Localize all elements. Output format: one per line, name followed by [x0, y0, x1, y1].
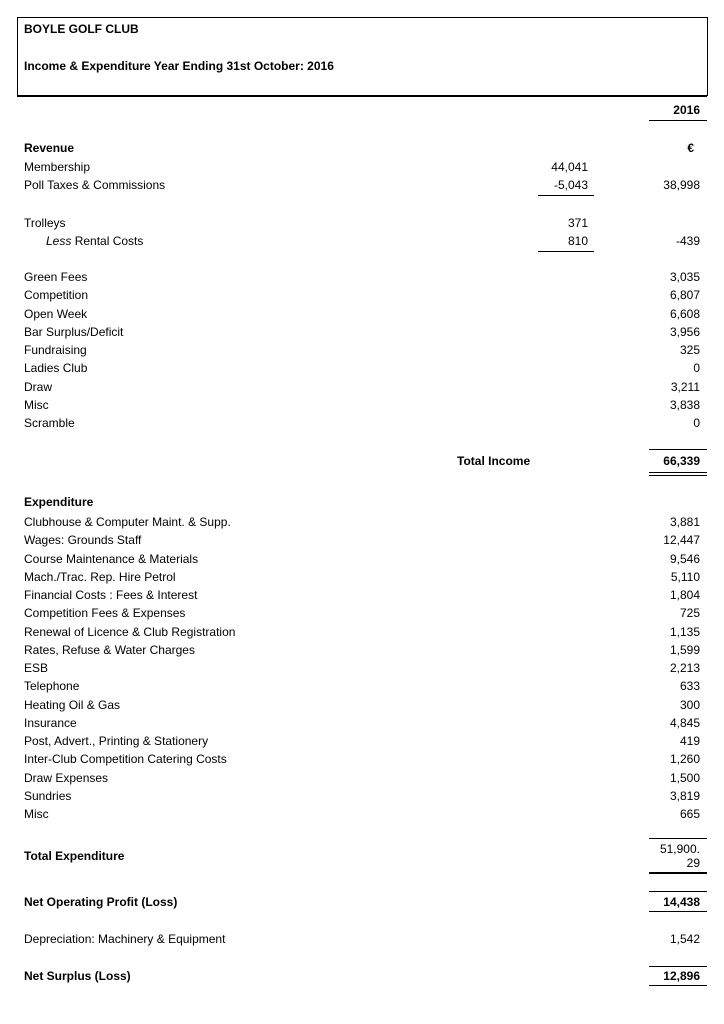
expenditure-item-value: 419 — [679, 734, 700, 748]
revenue-item-value: 3,956 — [669, 324, 700, 339]
expenditure-item-label: Misc — [24, 807, 49, 821]
poll-taxes-value: -5,043 — [553, 178, 588, 192]
title-box-right — [707, 17, 708, 96]
net-surplus-topline — [649, 966, 707, 967]
total-income-value: 66,339 — [663, 454, 700, 468]
expenditure-item-label: Mach./Trac. Rep. Hire Petrol — [24, 569, 176, 584]
expenditure-item-value: 1,804 — [669, 588, 700, 602]
total-expenditure-topline — [649, 838, 707, 839]
total-expenditure-label: Total Expenditure — [24, 849, 125, 863]
expenditure-item-label: Rates, Refuse & Water Charges — [24, 642, 195, 657]
expenditure-item-value: 665 — [679, 807, 700, 821]
total-expenditure-value-line1: 51,900. — [659, 842, 700, 856]
year-column-header: 2016 — [673, 103, 700, 117]
revenue-item-label: Misc — [24, 397, 49, 412]
revenue-item-value: 6,807 — [669, 288, 700, 303]
trolleys-value: 371 — [567, 216, 588, 230]
expenditure-item-value: 1,599 — [669, 642, 700, 657]
expenditure-item-label: Draw Expenses — [24, 770, 109, 785]
total-income-topline — [649, 449, 707, 450]
expenditure-item-value: 1,135 — [669, 624, 700, 639]
expenditure-item-label: Post, Advert., Printing & Stationery — [24, 734, 209, 748]
revenue-item-value: 3,838 — [669, 397, 700, 412]
revenue-heading: Revenue — [24, 141, 75, 155]
club-name: BOYLE GOLF CLUB — [24, 22, 139, 36]
expenditure-item-value: 12,447 — [663, 533, 700, 548]
title-box-bottom — [17, 95, 707, 97]
revenue-item-value: 6,608 — [669, 306, 700, 321]
total-income-underline-1 — [649, 472, 707, 473]
revenue-item-label: Green Fees — [24, 270, 88, 284]
revenue-item-value: 325 — [679, 343, 700, 357]
poll-net-value: 38,998 — [663, 178, 700, 192]
revenue-item-label: Draw — [24, 379, 53, 394]
poll-taxes-label: Poll Taxes & Commissions — [24, 178, 166, 192]
net-operating-topline — [649, 891, 707, 892]
total-expenditure-value-line2: 29 — [686, 856, 700, 870]
expenditure-item-value: 1,260 — [669, 752, 700, 767]
title-box-top — [17, 17, 707, 18]
revenue-item-label: Competition — [24, 288, 89, 303]
expenditure-item-value: 9,546 — [669, 551, 700, 566]
expenditure-item-label: ESB — [24, 661, 49, 675]
expenditure-item-value: 3,881 — [669, 515, 700, 529]
revenue-item-label: Open Week — [24, 306, 88, 321]
depreciation-label: Depreciation: Machinery & Equipment — [24, 932, 226, 946]
expenditure-item-value: 2,213 — [669, 661, 700, 675]
expenditure-item-label: Renewal of Licence & Club Registration — [24, 624, 236, 639]
net-surplus-underline — [649, 985, 707, 986]
expenditure-item-value: 4,845 — [669, 715, 700, 730]
year-underline — [649, 120, 707, 121]
expenditure-item-value: 5,110 — [670, 569, 700, 584]
expenditure-item-label: Wages: Grounds Staff — [24, 533, 142, 548]
net-surplus-value: 12,896 — [663, 969, 700, 983]
expenditure-item-value: 725 — [679, 606, 700, 621]
revenue-item-value: 3,035 — [669, 270, 700, 284]
revenue-item-label: Scramble — [24, 416, 75, 430]
expenditure-item-label: Heating Oil & Gas — [24, 697, 121, 712]
rental-costs-label: Less Rental Costs — [46, 234, 144, 248]
statement-title: Income & Expenditure Year Ending 31st October: 2016 — [24, 59, 334, 73]
trolleys-label: Trolleys — [24, 216, 66, 230]
revenue-item-label: Fundraising — [24, 343, 87, 357]
expenditure-item-label: Course Maintenance & Materials — [24, 551, 199, 566]
expenditure-item-value: 300 — [679, 697, 700, 712]
rental-costs-value: 810 — [567, 234, 588, 248]
expenditure-item-value: 633 — [679, 679, 700, 694]
total-expenditure-underline — [649, 872, 707, 874]
revenue-item-value: 0 — [693, 416, 700, 430]
net-operating-label: Net Operating Profit (Loss) — [24, 895, 178, 909]
expenditure-item-label: Competition Fees & Expenses — [24, 606, 186, 621]
revenue-item-label: Bar Surplus/Deficit — [24, 324, 124, 339]
depreciation-value: 1,542 — [669, 932, 700, 946]
revenue-item-value: 0 — [693, 361, 700, 376]
expenditure-item-label: Insurance — [24, 715, 77, 730]
expenditure-heading: Expenditure — [24, 495, 94, 509]
net-operating-value: 14,438 — [663, 895, 700, 909]
expenditure-item-label: Inter-Club Competition Catering Costs — [24, 752, 227, 767]
total-income-underline-2 — [649, 475, 707, 476]
membership-value: 44,041 — [551, 160, 588, 174]
trolleys-net-value: -439 — [675, 234, 700, 248]
revenue-item-label: Ladies Club — [24, 361, 88, 376]
currency-symbol: € — [687, 141, 694, 155]
membership-label: Membership — [24, 160, 91, 174]
net-surplus-label: Net Surplus (Loss) — [24, 969, 131, 983]
total-income-label: Total Income — [457, 454, 531, 468]
net-operating-underline — [649, 911, 707, 912]
title-box-left — [17, 17, 18, 96]
revenue-item-value: 3,211 — [670, 379, 700, 394]
expenditure-item-value: 3,819 — [669, 788, 700, 803]
expenditure-item-value: 1,500 — [669, 770, 700, 785]
expenditure-item-label: Clubhouse & Computer Maint. & Supp. — [24, 515, 231, 529]
expenditure-item-label: Financial Costs : Fees & Interest — [24, 588, 198, 602]
poll-underline — [538, 195, 594, 196]
expenditure-item-label: Telephone — [24, 679, 80, 694]
rental-underline — [538, 251, 594, 252]
expenditure-item-label: Sundries — [24, 788, 72, 803]
